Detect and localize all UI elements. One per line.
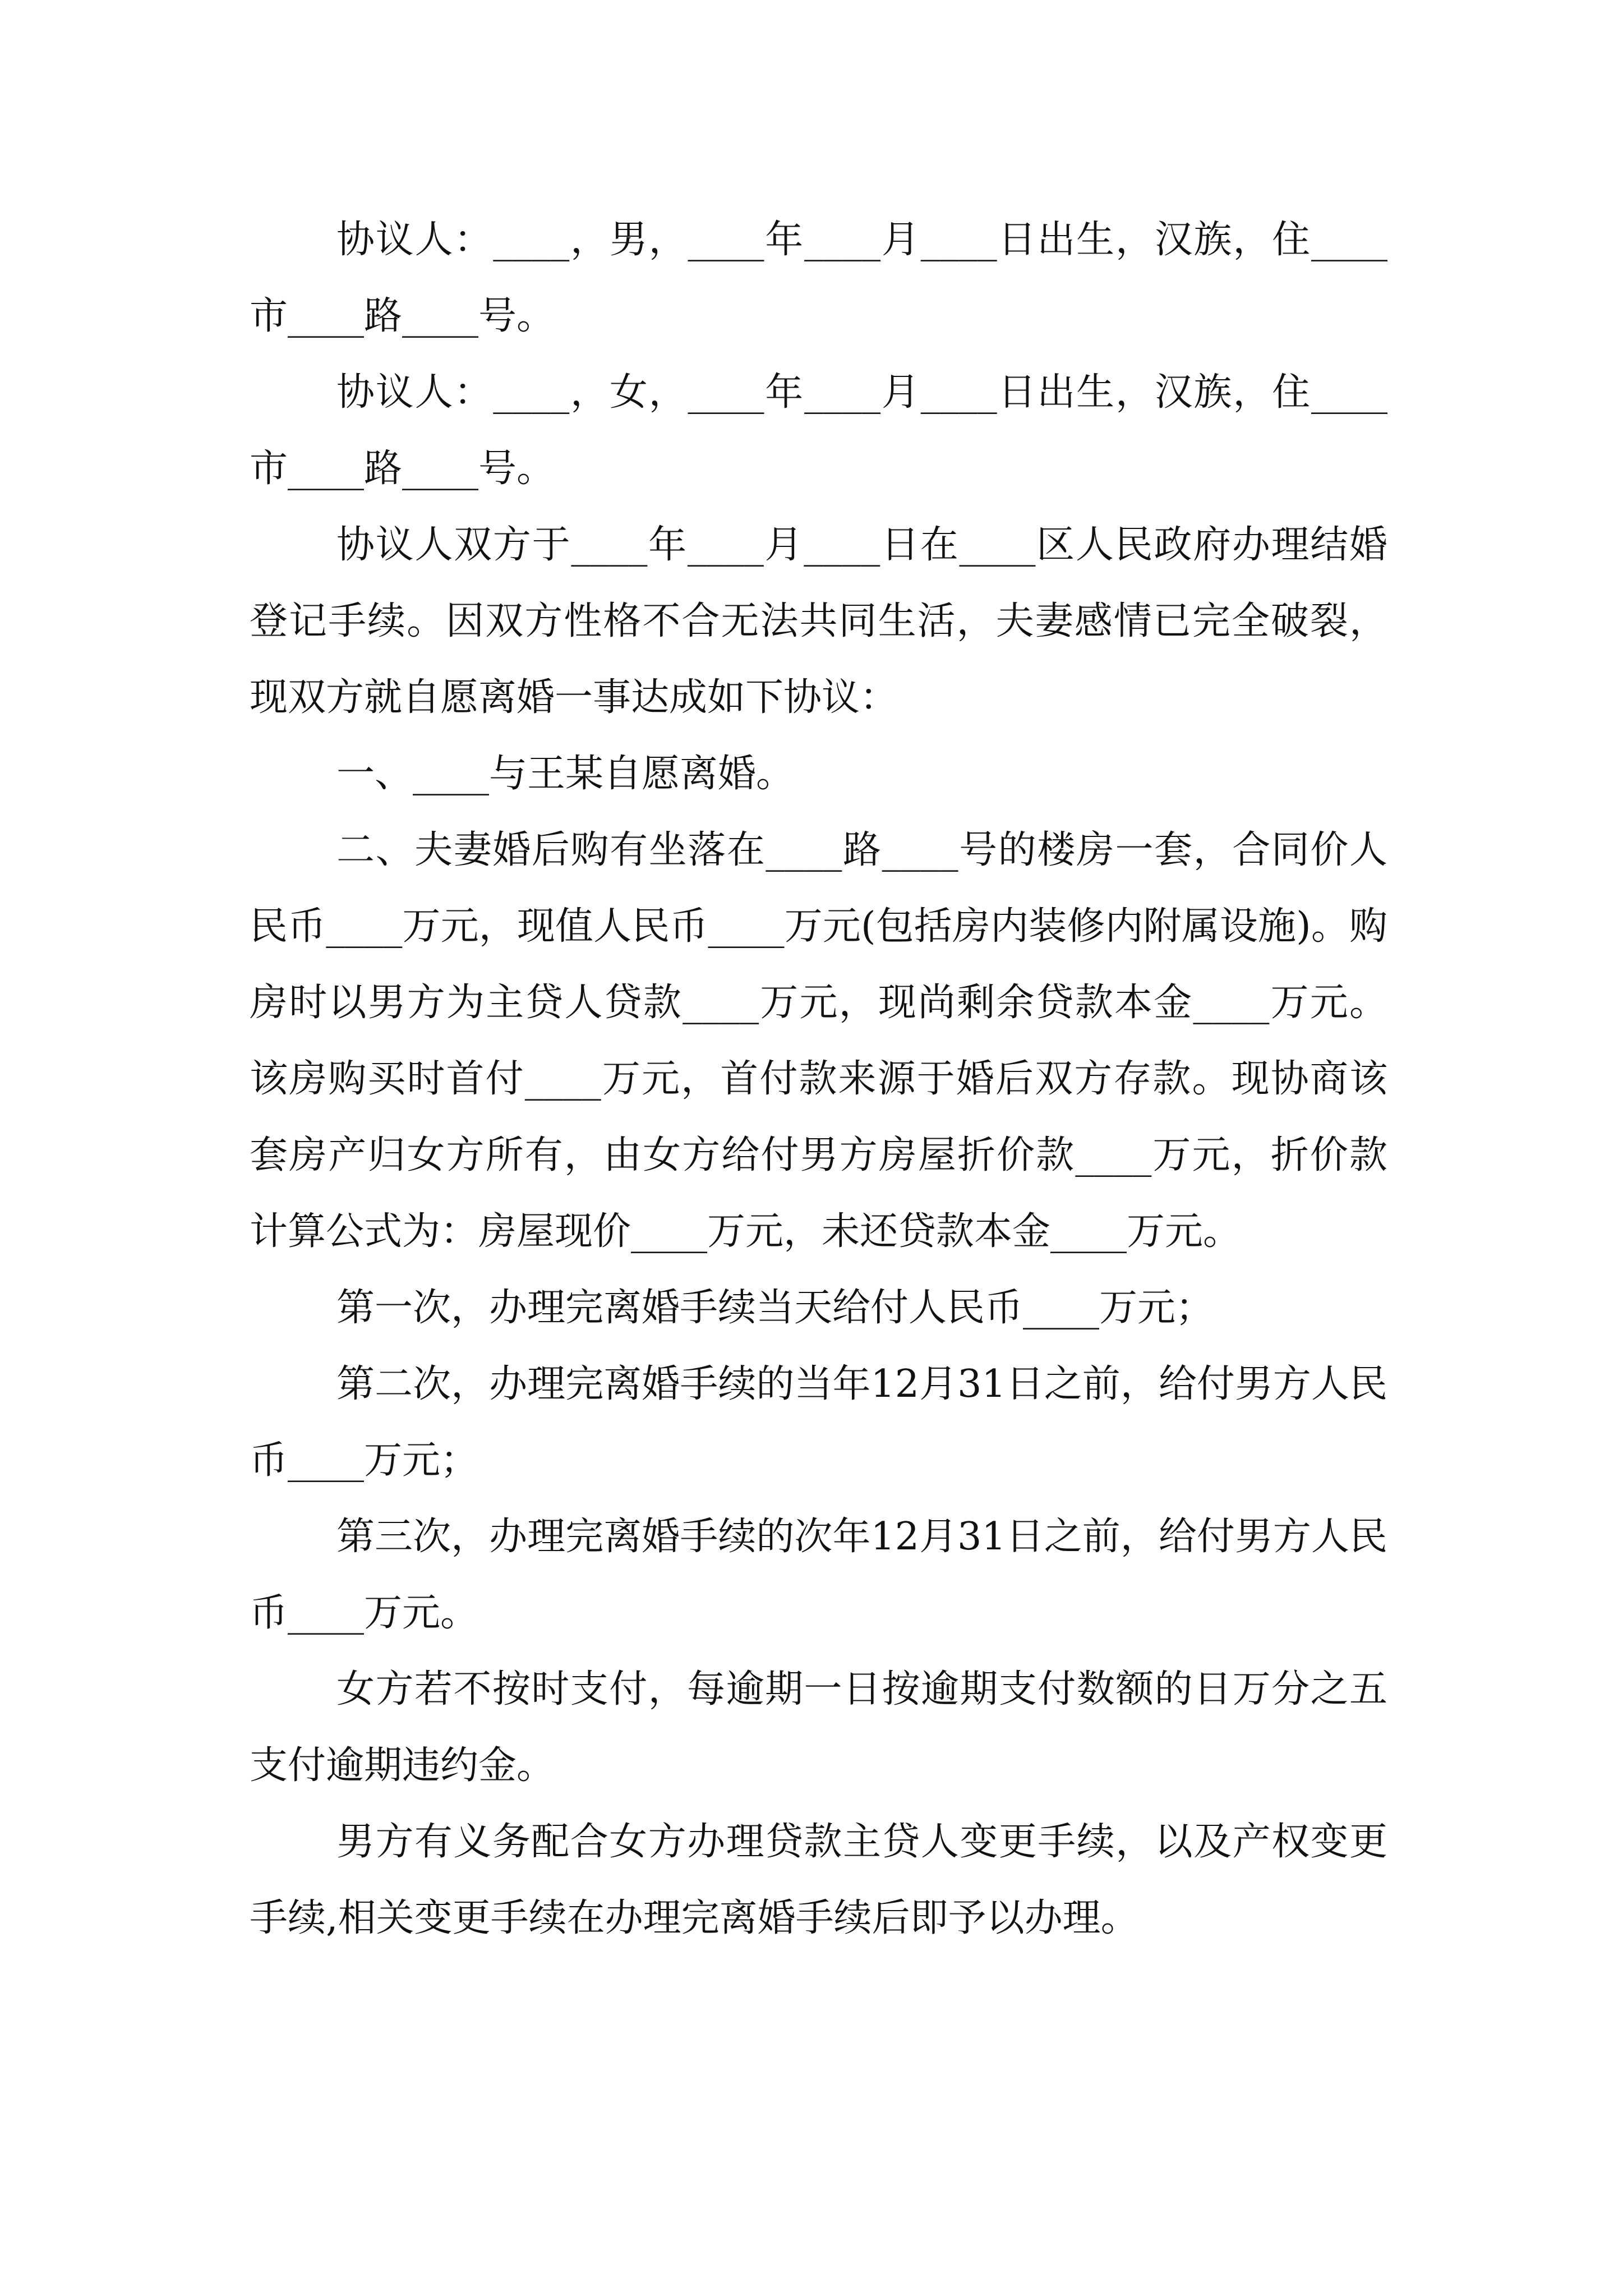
loan-transfer-paragraph: 男方有义务配合女方办理贷款主贷人变更手续，以及产权变更手续,相关变更手续在办理完离婚手续后即予以办理。 (250, 1820, 1387, 1940)
payment-first-paragraph: 第一次，办理完离婚手续当天给付人民币____万元； (336, 1286, 1214, 1330)
payment-third-paragraph: 第三次，办理完离婚手续的次年12月31日之前，给付男方人民币____万元。 (250, 1515, 1387, 1635)
party-female-paragraph: 协议人：____，女，____年____月____日出生，汉族，住____市____路____号。 (250, 370, 1387, 491)
marriage-registration-paragraph: 协议人双方于____年____月____日在____区人民政府办理结婚登记手续。因双方性格不合无法共同生活，夫妻感情已完全破裂，现双方就自愿离婚一事达成如下协议： (250, 523, 1387, 720)
payment-second-paragraph: 第二次，办理完离婚手续的当年12月31日之前，给付男方人民币____万元； (250, 1362, 1387, 1483)
clause-one-paragraph: 一、____与王某自愿离婚。 (336, 752, 795, 796)
late-payment-penalty-paragraph: 女方若不按时支付，每逾期一日按逾期支付数额的日万分之五支付逾期违约金。 (250, 1667, 1387, 1788)
party-male-paragraph: 协议人：____，男，____年____月____日出生，汉族，住____市____路____号。 (250, 218, 1387, 338)
clause-two-property-paragraph: 二、夫妻婚后购有坐落在____路____号的楼房一套，合同价人民币____万元，现值人民币____万元(包括房内装修内附属设施)。购房时以男方为主贷人贷款____万元，现尚剩余贷款本金____万元。该房购买时首付____万元，首付款来源于婚后双方存款。现协商该套房产归女方所有，由女方给付男方房屋折价款____万元，折价款计算公式为：房屋现价____万元，未还贷款本金____万元。 (250, 828, 1387, 1254)
